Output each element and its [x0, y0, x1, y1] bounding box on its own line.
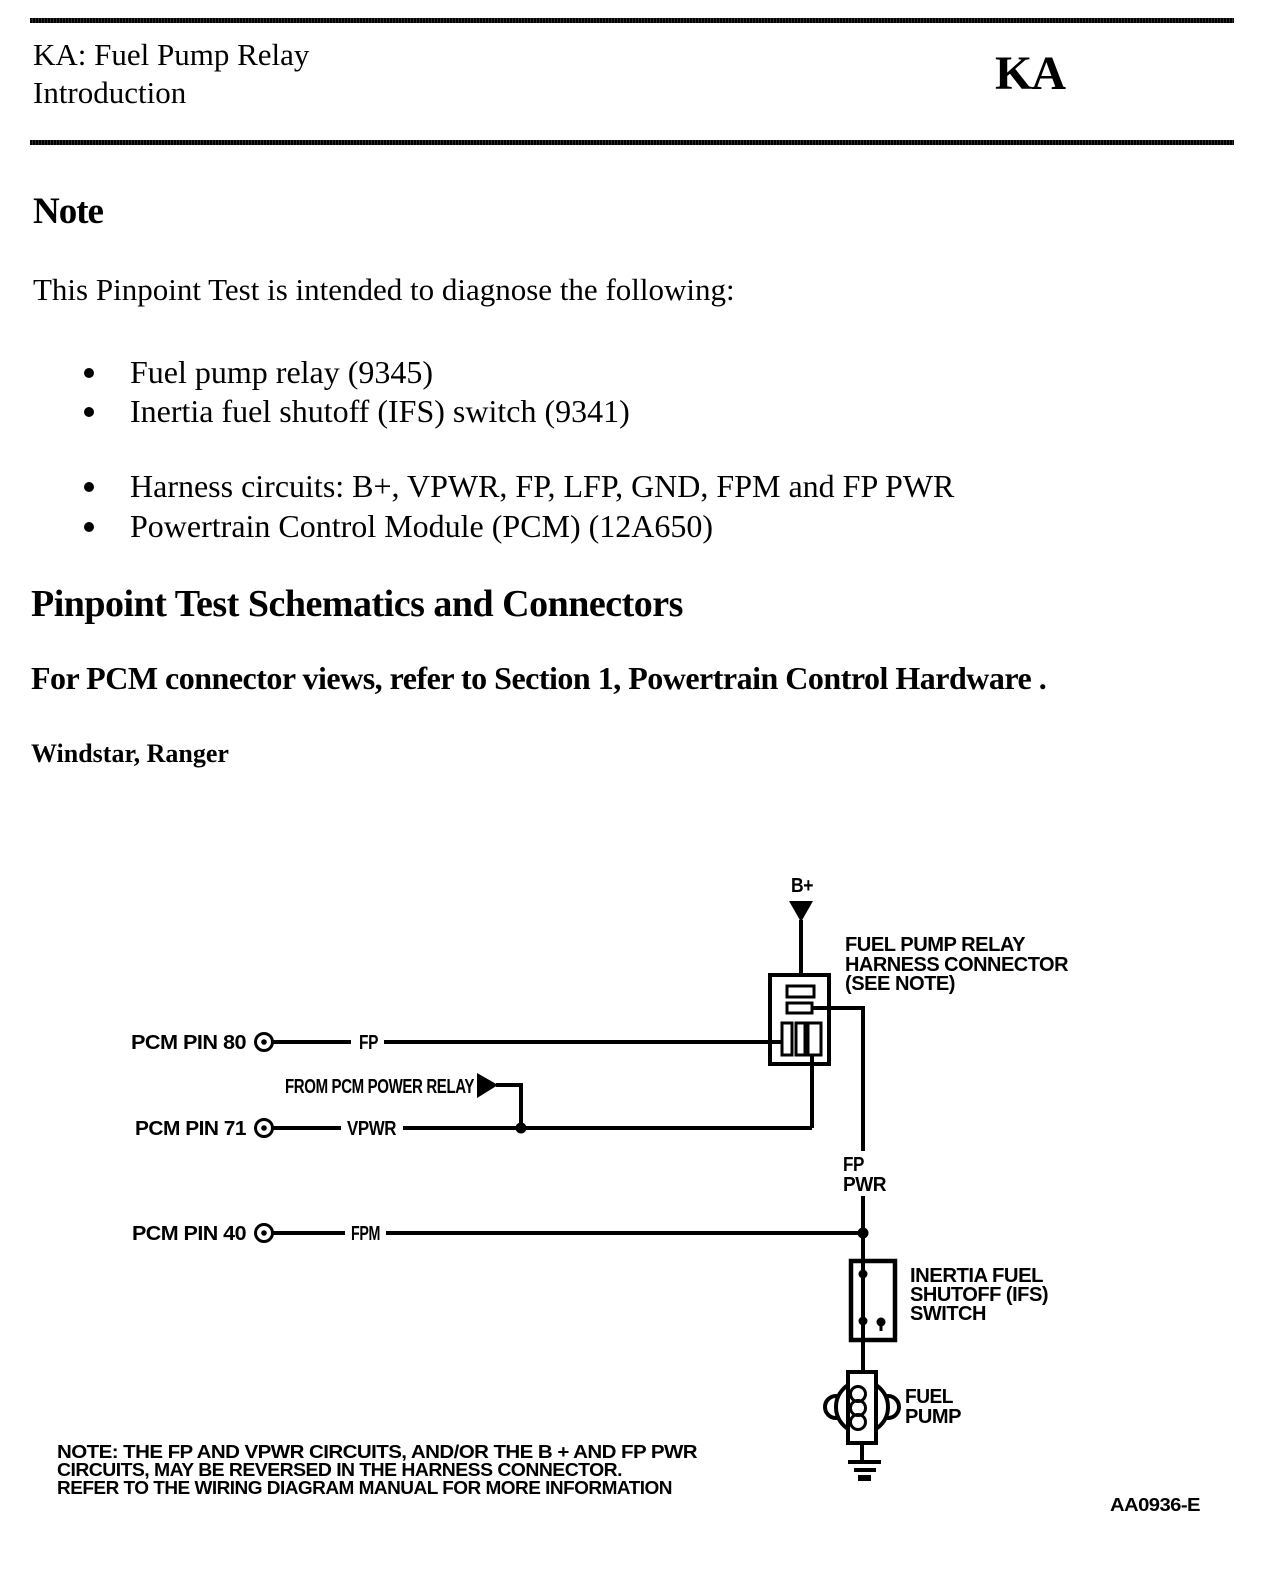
fuel-pump-label-line1: FUEL [905, 1386, 954, 1408]
header-title-line2: Introduction [33, 75, 187, 110]
fp-pwr-label-line2: PWR [843, 1174, 887, 1196]
relay-coil-slot-2 [787, 1003, 812, 1013]
relay-connector-label [845, 934, 1069, 995]
diagram-note-line2: CIRCUITS, MAY BE REVERSED IN THE HARNESS CONNECTOR. [57, 1460, 622, 1480]
wire-fpm-label: FPM [351, 1223, 380, 1245]
page-header-title [33, 36, 309, 112]
bullet-icon [84, 368, 94, 378]
ifs-switch-label [910, 1265, 1048, 1325]
relay-pin-3 [808, 1023, 821, 1055]
pcm-pin-71-terminal-dot [261, 1125, 267, 1131]
note-intro: This Pinpoint Test is intended to diagnose the following: [33, 272, 735, 307]
pcm-pin-40-label: PCM PIN 40 [132, 1223, 247, 1245]
ifs-contact-top [859, 1270, 868, 1279]
fp-pwr-label-line1: FP [843, 1154, 865, 1176]
wire-power-relay-branch [496, 1085, 521, 1128]
wire-vpwr [256, 1120, 813, 1137]
fuel-pump-label [905, 1386, 961, 1428]
ifs-contact-bottom-left [859, 1317, 868, 1326]
relay-label-line3: (SEE NOTE) [845, 973, 955, 995]
diagram-note [57, 1442, 698, 1498]
vehicle-applicability: Windstar, Ranger [31, 739, 229, 768]
list-item: Harness circuits: B+, VPWR, FP, LFP, GND, FPM and FP PWR [130, 468, 955, 504]
header-bottom-rule [30, 140, 1234, 145]
note-heading: Note [33, 191, 103, 232]
ifs-switch-box [851, 1261, 895, 1340]
ifs-label-line1: INERTIA FUEL [910, 1265, 1044, 1287]
relay-label-line2: HARNESS CONNECTOR [845, 954, 1070, 976]
list-item: Inertia fuel shutoff (IFS) switch (9341) [130, 393, 630, 429]
ground-icon [848, 1462, 881, 1478]
header-title-line1: KA: Fuel Pump Relay [33, 37, 310, 72]
wire-fpm [256, 1225, 869, 1242]
power-relay-arrow-icon [477, 1073, 498, 1098]
b-plus-arrow-icon [789, 901, 813, 922]
list-item: Powertrain Control Module (PCM) (12A650) [130, 508, 714, 544]
wire-fp [256, 1034, 784, 1051]
header-top-rule [30, 18, 1234, 23]
wiring-diagram [0, 840, 1264, 1594]
schematics-heading: Pinpoint Test Schematics and Connectors [31, 583, 683, 625]
from-pcm-power-relay-label: FROM PCM POWER RELAY [285, 1076, 475, 1098]
b-plus-label: B+ [791, 875, 813, 897]
ifs-switch [851, 1261, 895, 1340]
relay-pin-1 [782, 1023, 792, 1055]
relay-pin-2 [796, 1023, 805, 1055]
bullet-icon [84, 482, 94, 492]
vpwr-junction-dot [516, 1123, 527, 1134]
ifs-label-line2: SHUTOFF (IFS) [910, 1284, 1048, 1306]
ifs-label-line3: SWITCH [910, 1303, 987, 1325]
pcm-pin-80-label: PCM PIN 80 [131, 1032, 247, 1054]
relay-label-line1: FUEL PUMP RELAY [845, 934, 1027, 956]
wire-fp-label: FP [359, 1032, 379, 1054]
bullet-icon [84, 407, 94, 417]
fuel-pump-relay-connector [770, 975, 829, 1064]
bullet-icon [84, 522, 94, 532]
section-code: KA [995, 47, 1065, 100]
pcm-pin-71-label: PCM PIN 71 [135, 1118, 247, 1140]
diagram-note-line1: NOTE: THE FP AND VPWR CIRCUITS, AND/OR THE B + AND FP PWR [57, 1442, 698, 1462]
pcm-pin-80-terminal-dot [261, 1039, 267, 1045]
fuel-pump-label-line2: PUMP [905, 1406, 962, 1428]
pcm-pin-40-terminal-dot [261, 1230, 267, 1236]
pump-armature [848, 1372, 876, 1443]
fuel-pump-symbol [825, 1372, 899, 1443]
fpm-junction-dot [858, 1228, 869, 1239]
pcm-connector-note: For PCM connector views, refer to Section 1, Powertrain Control Hardware . [31, 660, 1047, 696]
diagram-note-line3: REFER TO THE WIRING DIAGRAM MANUAL FOR MORE INFORMATION [57, 1478, 672, 1498]
list-item: Fuel pump relay (9345) [130, 354, 434, 390]
figure-id: AA0936-E [1110, 1495, 1201, 1515]
wire-vpwr-label: VPWR [347, 1118, 397, 1140]
relay-coil-slot-1 [787, 986, 814, 997]
